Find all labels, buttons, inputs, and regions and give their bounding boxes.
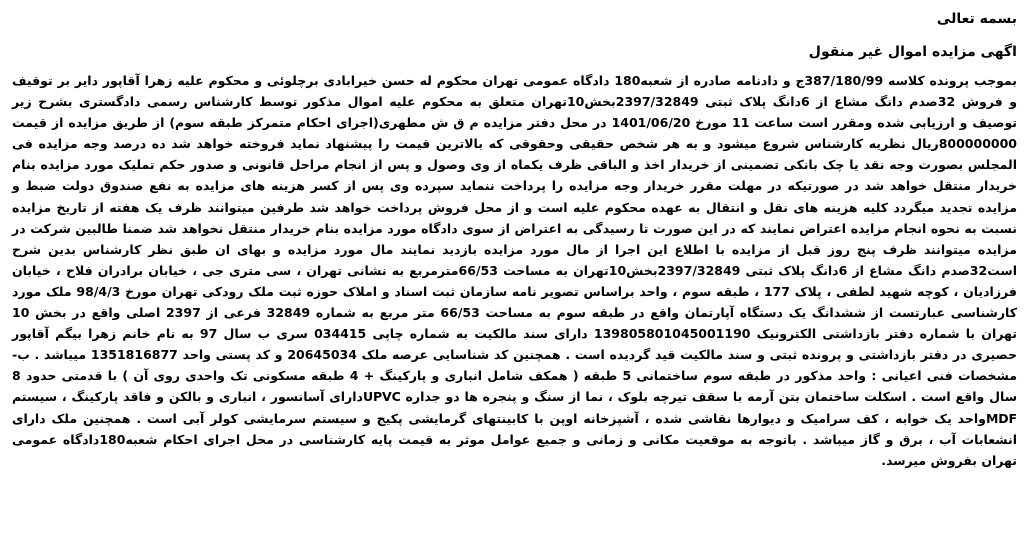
notice-body: بموجب پرونده کلاسه 387/180/99ج و دادنامه صادره از شعبه180 دادگاه عمومی تهران محکوم له حسن خیرابادی برچلوئی و محکوم علیه زهرا آقاپور دایر بر توقیف و فروش 32صدم دانگ مشاع از 6دانگ پلاک ثبتی 2397/32849بخش10تهران متعلق به محکوم علیه اموال مذکور توسط کارشناس رسمی دادگستری بشرح زیر توصیف و ارزیابی شده ومقرر است ساعت 11 مورخ 1401/06/20 در محل دفتر مزایده م ق ش مطهری(اجرای احکام متمرکز طبقه سوم) از طریق مزایده از قیمت 800000000ریال نظریه کارشناس شروع میشود و به هر شخص حقیقی وحقوقی که بالاترین قیمت را پیشنهاد نماید فروخته خواهد شد ده درصد وجه مزایده فی المجلس بصورت وجه نقد یا چک بانکی تضمینی از خریدار اخذ و الباقی ظرف یکماه از وی وصول و پس از انجام مراحل قانونی و صدور حکم تملیک مورد مزایده بنام خریدار منتقل خواهد شد در صورتیکه در مهلت مقرر خریدار وجه مزایده را پرداخت ننماید سپرده وی پس از کسر هزینه های مزایده به نفع صندوق دولت ضبط و مزایده تجدید میگردد کلیه هزینه های نقل و انتقال به عهده محکوم علیه است و از محل فروش پرداخت خواهد شد طرفین میتوانند ظرف یک هفته از تاریخ مزایده نسبت به نحوه انجام مزایده اعتراض نمایند که در این صورت تا رسیدگی به اعتراض از سوی دادگاه مورد مزایده بنام خریدار منتقل نخواهد شد ضمنا طالبین شرکت در مزایده میتوانند ظرف پنج روز قبل از مزایده با اطلاع این اجرا از مال مورد مزایده بازدید نمایند مال مورد مزایده و بهای ان طبق نظر کارشناس بدین شرح است32صدم دانگ مشاع از 6دانگ پلاک ثبتی 2397/32849بخش10تهران به مساحت 66/53مترمربع به نشانی تهران ، سی متری جی ، خیابان برادران فلاح ، خیابان فرزادیان ، کوچه شهید لطفی ، پلاک 177 ، طبقه سوم ، واحد براساس تصویر نامه سازمان ثبت اسناد و املاک حوزه ثبت ملک رودکی تهران مورخ 98/4/3 ملک مورد کارشناسی عبارتست از ششدانگ یک دستگاه آپارتمان واقع در طبقه سوم به مساحت 66/53 متر مربع به شماره 32849 فرعی از 2397 اصلی واقع در بخش 10 تهران با شماره دفتر بازداشتی الکترونیک 139805801045001190 دارای سند مالکیت به شماره چاپی 034415 سری ب سال 97 به نام خانم زهرا بیگم آقاپور حصیری در دفتر بازداشتی و پرونده ثبتی و سند مالکیت قید گردیده است . همچنین کد شناسایی عرصه ملک 20645034 و کد پستی واحد 1351816877 میباشد . ب- مشخصات فنی اعیانی : واحد مذکور در طبقه سوم ساختمانی 5 طبقه ( همکف شامل انباری و پارکینگ + 4 طبقه مسکونی تک واحدی روی آن ) با قدمتی حدود 8 سال واقع است . اسکلت ساختمان بتن آرمه با سقف تیرچه بلوک ، نما از سنگ و پنجره ها دو جداره UPVCدارای آسانسور ، انباری و بالکن و فاقد پارکینگ ، سیستم MDFواحد یک خوابه ، کف سرامیک و دیوارها نقاشی شده ، آشپزخانه اوپن با کابینتهای گرمایشی پکیج و سیستم سرمایشی کولر آبی است . همچنین ملک دارای انشعابات آب ، برق و گاز میباشد . باتوجه به موقعیت مکانی و زمانی و جمیع عوامل موثر به قیمت پایه کارشناسی در محل اجرای احکام شعبه180دادگاه عمومی تهران بفروش میرسد. — [12, 73, 1018, 468]
bismillah-heading: بسمه تعالی — [936, 11, 1017, 27]
notice-title: اگهی مزایده اموال غیر منقول — [808, 44, 1017, 60]
